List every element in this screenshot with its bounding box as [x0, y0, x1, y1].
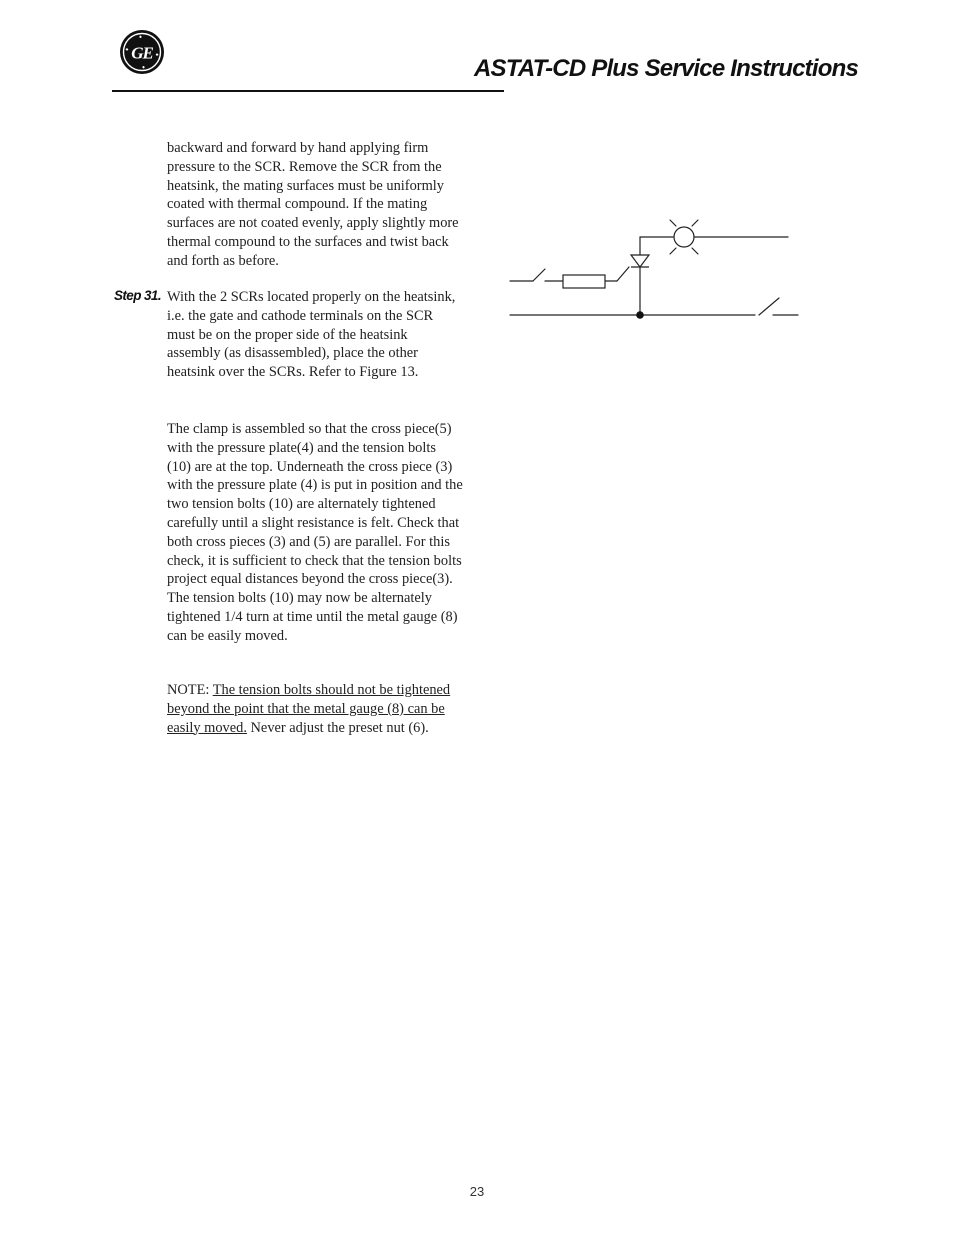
note-underlined-text: The tension bolts should not be tightened beyond the point that the metal gauge (8) can be easily moved. — [167, 682, 451, 736]
step-paragraph: With the 2 SCRs located properly on the heatsink, i.e. the gate and cathode terminals on the SCR must be on the proper side of the heatsink assembly (as disassembled), place the other heatsink over the SCRs. Refer to Figure 13. — [167, 289, 456, 381]
step-label: Step 31. — [114, 288, 161, 303]
scr-symbol — [631, 255, 649, 267]
circuit-diagram — [505, 212, 805, 327]
gate-lead — [617, 267, 629, 281]
resistor-symbol — [563, 275, 605, 288]
page-title: ASTAT-CD Plus Service Instructions — [474, 55, 858, 82]
note-prefix: NOTE: — [167, 682, 213, 698]
page-number: 23 — [469, 1184, 485, 1199]
input-switch — [533, 269, 545, 281]
junction-dot — [636, 311, 644, 319]
lamp-symbol — [674, 227, 694, 247]
intro-paragraph: backward and forward by hand applying firm pressure to the SCR. Remove the SCR from the heatsink, the mating surfaces must be uniformly coated with thermal compound. If the mating surfaces are not coated evenly, apply slightly more thermal compound to the surfaces and twist back and forth as before. — [167, 140, 459, 269]
return-switch — [759, 298, 779, 315]
note-suffix: Never adjust the preset nut (6). — [246, 719, 429, 736]
logo-text: GE — [131, 43, 153, 63]
clamp-paragraph: The clamp is assembled so that the cross piece(5) with the pressure plate(4) and the tension bolts (10) are at the top. Underneath the cross piece (3) with the pressure plate (4) is put in position and the two tension bolts (10) are alternately tightened carefully until a slight resistance is felt. Check that both cross pieces (3) and (5) are parallel. For this check, it is sufficient to check that the tension bolts project equal distances beyond the cross piece(3). The tension bolts (10) may now be alternately tightened 1/4 turn at time until the metal gauge (8) can be easily moved. — [167, 421, 463, 644]
ge-logo-icon — [119, 29, 165, 75]
note-paragraph — [167, 681, 463, 737]
header-divider — [112, 90, 504, 92]
